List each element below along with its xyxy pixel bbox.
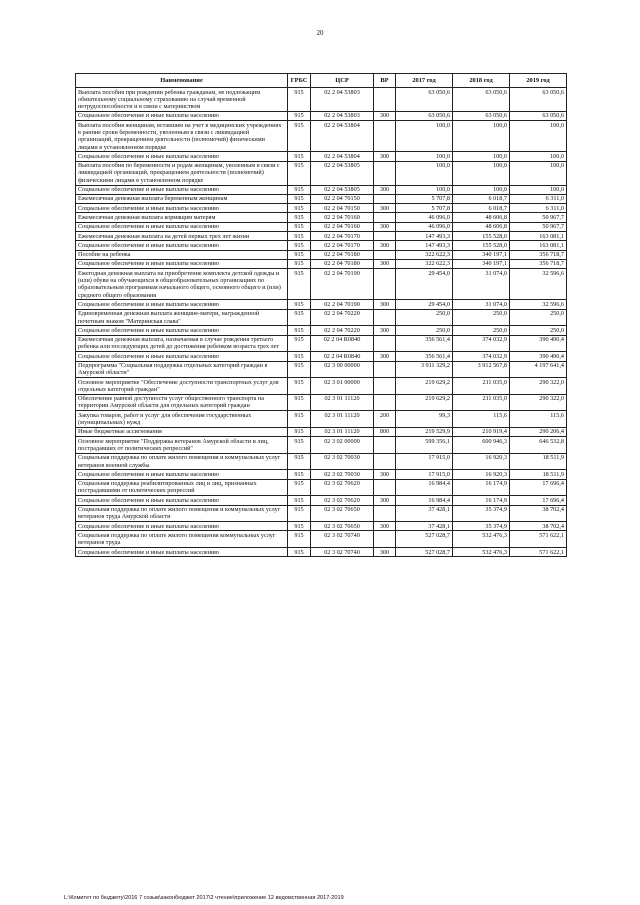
header-grbs: ГРБС — [288, 74, 311, 88]
cell-vr — [374, 505, 396, 522]
cell-csr: 02 2 04 53804 — [311, 152, 374, 161]
cell-2019: 356 718,7 — [510, 259, 567, 268]
cell-2019: 290 322,0 — [510, 394, 567, 411]
cell-csr: 02 2 04 70220 — [311, 326, 374, 335]
cell-2018: 155 528,0 — [453, 232, 510, 241]
cell-2019: 6 311,0 — [510, 204, 567, 213]
table-row — [76, 361, 567, 378]
table-row — [76, 352, 567, 361]
cell-name: Социальная поддержка реабилитированных лиц и лиц, признанных пострадавшими от политических репрессий — [76, 479, 288, 496]
cell-2019: 38 702,4 — [510, 522, 567, 531]
cell-2017: 356 561,4 — [396, 352, 453, 361]
cell-2018: 35 374,9 — [453, 522, 510, 531]
cell-name: Социальное обеспечение и иные выплаты населению — [76, 152, 288, 161]
cell-csr: 02 2 04 70180 — [311, 259, 374, 268]
cell-vr: 300 — [374, 470, 396, 479]
cell-2017: 100,0 — [396, 152, 453, 161]
cell-name: Ежемесячная денежная выплата на детей первых трех лет жизни — [76, 232, 288, 241]
cell-2018: 31 074,0 — [453, 269, 510, 300]
cell-2018: 63 050,6 — [453, 111, 510, 120]
cell-vr — [374, 335, 396, 352]
cell-grbs: 915 — [288, 88, 311, 112]
cell-vr — [374, 453, 396, 470]
budget-table — [75, 73, 567, 557]
cell-2017: 599 356,1 — [396, 437, 453, 454]
cell-2017: 5 707,8 — [396, 194, 453, 203]
table-row — [76, 309, 567, 326]
cell-2019: 646 532,8 — [510, 437, 567, 454]
cell-grbs: 915 — [288, 222, 311, 231]
cell-grbs: 915 — [288, 352, 311, 361]
cell-vr — [374, 479, 396, 496]
cell-name: Социальное обеспечение и иные выплаты населению — [76, 470, 288, 479]
cell-vr — [374, 88, 396, 112]
cell-2017: 46 096,0 — [396, 222, 453, 231]
cell-2019: 38 702,4 — [510, 505, 567, 522]
cell-name: Социальное обеспечение и иные выплаты населению — [76, 185, 288, 194]
cell-2018: 6 018,7 — [453, 194, 510, 203]
cell-2018: 48 606,8 — [453, 222, 510, 231]
cell-vr — [374, 531, 396, 548]
cell-2017: 17 915,0 — [396, 470, 453, 479]
cell-csr: 02 2 04 70160 — [311, 213, 374, 222]
cell-2017: 5 707,8 — [396, 204, 453, 213]
table-row — [76, 427, 567, 436]
cell-vr — [374, 213, 396, 222]
cell-name: Социальное обеспечение и иные выплаты населению — [76, 326, 288, 335]
cell-2019: 356 718,7 — [510, 250, 567, 259]
cell-2017: 29 454,0 — [396, 300, 453, 309]
cell-2017: 46 096,0 — [396, 213, 453, 222]
table-row — [76, 437, 567, 454]
file-path-footer: L:\Комитет по бюджету\2016 7 созыв\законбюджет 2017\2 чтение\приложение 12 ведомственная 2017-2019 — [64, 895, 344, 901]
cell-2017: 250,0 — [396, 309, 453, 326]
cell-2018: 31 074,0 — [453, 300, 510, 309]
cell-2018: 115,6 — [453, 411, 510, 428]
cell-grbs: 915 — [288, 361, 311, 378]
cell-grbs: 915 — [288, 548, 311, 557]
table-row — [76, 204, 567, 213]
cell-grbs: 915 — [288, 437, 311, 454]
cell-2019: 571 622,1 — [510, 531, 567, 548]
cell-grbs: 915 — [288, 531, 311, 548]
cell-2017: 16 984,4 — [396, 496, 453, 505]
cell-csr: 02 3 02 00000 — [311, 437, 374, 454]
cell-name: Основное мероприятие "Поддержка ветеранов Амурской области и лиц, пострадавших от политических репрессий" — [76, 437, 288, 454]
header-2019: 2019 год — [510, 74, 567, 88]
cell-vr — [374, 361, 396, 378]
cell-csr: 02 3 02 70740 — [311, 548, 374, 557]
cell-2019: 32 596,6 — [510, 269, 567, 300]
cell-name: Социальная поддержка по оплате жилого помещения и коммунальных услуг ветеранов военной службы — [76, 453, 288, 470]
cell-2018: 16 174,9 — [453, 496, 510, 505]
cell-2019: 17 696,4 — [510, 496, 567, 505]
table-row — [76, 394, 567, 411]
table-row — [76, 470, 567, 479]
cell-2019: 115,6 — [510, 411, 567, 428]
cell-name: Обеспечение равной доступности услуг общественного транспорта на территории Амурской области для отдельных категорий граждан — [76, 394, 288, 411]
cell-2018: 16 920,3 — [453, 453, 510, 470]
cell-name: Социальное обеспечение и иные выплаты населению — [76, 352, 288, 361]
cell-vr — [374, 269, 396, 300]
cell-2019: 63 050,6 — [510, 111, 567, 120]
cell-name: Социальное обеспечение и иные выплаты населению — [76, 111, 288, 120]
cell-name: Иные бюджетные ассигнования — [76, 427, 288, 436]
cell-grbs: 915 — [288, 161, 311, 185]
cell-name: Выплата пособия по беременности и родам женщинам, уволенным в связи с ликвидацией организаций, прекращением деятельности (полномочий) физическими лицами в установленном порядке — [76, 161, 288, 185]
cell-name: Социальное обеспечение и иные выплаты населению — [76, 259, 288, 268]
cell-2018: 100,0 — [453, 185, 510, 194]
cell-2017: 29 454,0 — [396, 269, 453, 300]
cell-2017: 100,0 — [396, 161, 453, 185]
cell-2018: 250,0 — [453, 309, 510, 326]
cell-csr: 02 3 01 11120 — [311, 411, 374, 428]
cell-2017: 147 493,3 — [396, 232, 453, 241]
cell-2019: 290 322,0 — [510, 378, 567, 395]
cell-2019: 100,0 — [510, 152, 567, 161]
table-row — [76, 335, 567, 352]
table-row — [76, 505, 567, 522]
cell-2017: 219 529,9 — [396, 427, 453, 436]
cell-2018: 6 018,7 — [453, 204, 510, 213]
cell-name: Социальное обеспечение и иные выплаты населению — [76, 204, 288, 213]
table-header-row — [76, 74, 567, 88]
cell-vr: 200 — [374, 411, 396, 428]
cell-grbs: 915 — [288, 479, 311, 496]
cell-vr: 300 — [374, 548, 396, 557]
cell-grbs: 915 — [288, 300, 311, 309]
cell-grbs: 915 — [288, 259, 311, 268]
cell-grbs: 915 — [288, 121, 311, 152]
table-row — [76, 269, 567, 300]
cell-csr: 02 3 01 00000 — [311, 378, 374, 395]
table-row — [76, 496, 567, 505]
cell-csr: 02 2 04 53803 — [311, 111, 374, 120]
table-row — [76, 326, 567, 335]
cell-csr: 02 2 04 53805 — [311, 161, 374, 185]
cell-vr — [374, 121, 396, 152]
cell-vr: 300 — [374, 152, 396, 161]
cell-2019: 100,0 — [510, 185, 567, 194]
cell-name: Основное мероприятие "Обеспечение доступности транспортных услуг для отдельных категорий граждан" — [76, 378, 288, 395]
cell-vr: 800 — [374, 427, 396, 436]
cell-2019: 163 081,1 — [510, 241, 567, 250]
cell-2019: 18 511,9 — [510, 453, 567, 470]
cell-2017: 37 428,1 — [396, 505, 453, 522]
cell-2018: 210 919,4 — [453, 427, 510, 436]
cell-2019: 50 967,7 — [510, 213, 567, 222]
header-2017: 2017 год — [396, 74, 453, 88]
cell-csr: 02 2 04 70170 — [311, 232, 374, 241]
cell-2018: 48 606,8 — [453, 213, 510, 222]
cell-2018: 16 920,3 — [453, 470, 510, 479]
cell-csr: 02 2 04 R0840 — [311, 335, 374, 352]
cell-name: Социальное обеспечение и иные выплаты населению — [76, 300, 288, 309]
table-row — [76, 300, 567, 309]
cell-csr: 02 2 04 70190 — [311, 300, 374, 309]
cell-2017: 17 915,0 — [396, 453, 453, 470]
cell-2018: 340 197,1 — [453, 250, 510, 259]
cell-2019: 250,0 — [510, 326, 567, 335]
cell-2018: 532 476,3 — [453, 548, 510, 557]
cell-2017: 100,0 — [396, 185, 453, 194]
cell-2017: 3 911 329,2 — [396, 361, 453, 378]
cell-csr: 02 2 04 53805 — [311, 185, 374, 194]
cell-2019: 17 696,4 — [510, 479, 567, 496]
table-row — [76, 121, 567, 152]
cell-2018: 600 946,3 — [453, 437, 510, 454]
cell-grbs: 915 — [288, 496, 311, 505]
cell-vr — [374, 161, 396, 185]
cell-2017: 219 629,2 — [396, 394, 453, 411]
cell-vr: 300 — [374, 326, 396, 335]
cell-2019: 50 967,7 — [510, 222, 567, 231]
cell-2019: 163 081,1 — [510, 232, 567, 241]
cell-csr: 02 2 04 R0840 — [311, 352, 374, 361]
cell-2019: 250,0 — [510, 309, 567, 326]
table-row — [76, 259, 567, 268]
cell-vr — [374, 394, 396, 411]
cell-2018: 340 197,1 — [453, 259, 510, 268]
table-row — [76, 222, 567, 231]
cell-csr: 02 3 02 70740 — [311, 531, 374, 548]
table-row — [76, 531, 567, 548]
cell-2018: 155 528,0 — [453, 241, 510, 250]
cell-2017: 219 629,2 — [396, 378, 453, 395]
cell-name: Закупка товаров, работ и услуг для обеспечения государственных (муниципальных) нужд — [76, 411, 288, 428]
cell-grbs: 915 — [288, 378, 311, 395]
cell-csr: 02 3 02 70030 — [311, 453, 374, 470]
cell-2019: 290 206,4 — [510, 427, 567, 436]
cell-2019: 63 050,6 — [510, 88, 567, 112]
cell-2017: 527 028,7 — [396, 548, 453, 557]
cell-vr — [374, 309, 396, 326]
cell-grbs: 915 — [288, 326, 311, 335]
cell-csr: 02 2 04 70190 — [311, 269, 374, 300]
cell-grbs: 915 — [288, 522, 311, 531]
cell-name: Единовременная денежная выплата женщине-матери, награжденной почетным знаком "Материнская слава" — [76, 309, 288, 326]
cell-vr: 300 — [374, 259, 396, 268]
cell-csr: 02 2 04 70180 — [311, 250, 374, 259]
cell-2019: 4 197 641,4 — [510, 361, 567, 378]
cell-2019: 390 490,4 — [510, 352, 567, 361]
cell-name: Подпрограмма "Социальная поддержка отдельных категорий граждан в Амурской области" — [76, 361, 288, 378]
cell-vr — [374, 232, 396, 241]
cell-grbs: 915 — [288, 250, 311, 259]
cell-2017: 250,0 — [396, 326, 453, 335]
table-row — [76, 194, 567, 203]
cell-2018: 250,0 — [453, 326, 510, 335]
cell-csr: 02 2 04 70170 — [311, 241, 374, 250]
table-row — [76, 522, 567, 531]
table-row — [76, 250, 567, 259]
cell-name: Выплата пособия при рождении ребенка гражданам, не подлежащим обязательному социальному страхованию на случай временной нетрудоспособности и в связи с материнством — [76, 88, 288, 112]
cell-csr: 02 2 04 70150 — [311, 194, 374, 203]
cell-csr: 02 3 02 70030 — [311, 470, 374, 479]
cell-vr: 300 — [374, 300, 396, 309]
cell-grbs: 915 — [288, 453, 311, 470]
cell-csr: 02 3 01 11120 — [311, 394, 374, 411]
table-row — [76, 378, 567, 395]
cell-2019: 6 311,0 — [510, 194, 567, 203]
cell-grbs: 915 — [288, 309, 311, 326]
cell-vr: 300 — [374, 204, 396, 213]
cell-grbs: 915 — [288, 152, 311, 161]
table-row — [76, 411, 567, 428]
cell-2019: 100,0 — [510, 161, 567, 185]
cell-grbs: 915 — [288, 411, 311, 428]
cell-grbs: 915 — [288, 335, 311, 352]
cell-csr: 02 2 04 53804 — [311, 121, 374, 152]
cell-2018: 35 374,9 — [453, 505, 510, 522]
cell-grbs: 915 — [288, 232, 311, 241]
cell-2017: 16 984,4 — [396, 479, 453, 496]
cell-name: Социальная поддержка по оплате жилого помещения коммунальных услуг ветеранов труда — [76, 531, 288, 548]
cell-2019: 571 622,1 — [510, 548, 567, 557]
cell-grbs: 915 — [288, 213, 311, 222]
cell-grbs: 915 — [288, 204, 311, 213]
cell-2018: 16 174,9 — [453, 479, 510, 496]
cell-2017: 63 050,6 — [396, 111, 453, 120]
cell-name: Пособие на ребенка — [76, 250, 288, 259]
cell-2018: 100,0 — [453, 161, 510, 185]
cell-name: Выплата пособия женщинам, вставшим на учет в медицинских учреждениях в ранние сроки беременности, уволенным в связи с ликвидацией организаций, прекращением деятельности (полномочий) физическими лицами в установленном порядке — [76, 121, 288, 152]
cell-2018: 100,0 — [453, 121, 510, 152]
table-row — [76, 241, 567, 250]
header-name: Наименование — [76, 74, 288, 88]
cell-name: Социальное обеспечение и иные выплаты населению — [76, 222, 288, 231]
cell-grbs: 915 — [288, 111, 311, 120]
cell-csr: 02 2 04 70150 — [311, 204, 374, 213]
cell-2017: 100,0 — [396, 121, 453, 152]
cell-grbs: 915 — [288, 470, 311, 479]
cell-vr: 300 — [374, 222, 396, 231]
table-body — [76, 88, 567, 557]
table-row — [76, 479, 567, 496]
cell-name: Ежемесячная денежная выплата, назначаемая в случае рождения третьего ребенка или последующих детей до достижения ребенком возраста трех лет — [76, 335, 288, 352]
cell-vr — [374, 250, 396, 259]
cell-csr: 02 2 04 70160 — [311, 222, 374, 231]
cell-2018: 211 035,0 — [453, 378, 510, 395]
cell-2018: 374 032,9 — [453, 335, 510, 352]
table-row — [76, 161, 567, 185]
cell-2019: 18 511,9 — [510, 470, 567, 479]
cell-vr — [374, 194, 396, 203]
cell-2019: 390 490,4 — [510, 335, 567, 352]
cell-vr: 300 — [374, 241, 396, 250]
cell-2017: 63 050,6 — [396, 88, 453, 112]
cell-csr: 02 3 02 70650 — [311, 522, 374, 531]
cell-csr: 02 3 02 70650 — [311, 505, 374, 522]
cell-csr: 02 3 01 11120 — [311, 427, 374, 436]
cell-2018: 374 032,9 — [453, 352, 510, 361]
header-csr: ЦСР — [311, 74, 374, 88]
cell-grbs: 915 — [288, 269, 311, 300]
cell-name: Социальное обеспечение и иные выплаты населению — [76, 522, 288, 531]
table-row — [76, 88, 567, 112]
cell-vr: 300 — [374, 496, 396, 505]
cell-2019: 100,0 — [510, 121, 567, 152]
table-row — [76, 213, 567, 222]
cell-vr: 300 — [374, 185, 396, 194]
cell-csr: 02 2 04 70220 — [311, 309, 374, 326]
table-row — [76, 232, 567, 241]
cell-name: Социальное обеспечение и иные выплаты населению — [76, 496, 288, 505]
cell-2017: 322 622,3 — [396, 250, 453, 259]
cell-vr: 300 — [374, 111, 396, 120]
cell-vr — [374, 378, 396, 395]
cell-grbs: 915 — [288, 394, 311, 411]
cell-csr: 02 2 04 53803 — [311, 88, 374, 112]
cell-name: Социальная поддержка по оплате жилого помещения и коммунальных услуг ветеранов труда Амурской области — [76, 505, 288, 522]
cell-2018: 3 912 567,8 — [453, 361, 510, 378]
cell-2017: 356 561,4 — [396, 335, 453, 352]
cell-name: Социальное обеспечение и иные выплаты населению — [76, 241, 288, 250]
cell-vr: 300 — [374, 522, 396, 531]
cell-2018: 63 050,6 — [453, 88, 510, 112]
cell-2017: 99,3 — [396, 411, 453, 428]
cell-grbs: 915 — [288, 185, 311, 194]
cell-grbs: 915 — [288, 194, 311, 203]
cell-vr: 300 — [374, 352, 396, 361]
cell-grbs: 915 — [288, 427, 311, 436]
cell-grbs: 915 — [288, 241, 311, 250]
cell-vr — [374, 437, 396, 454]
cell-name: Ежемесячная денежная выплата беременным женщинам — [76, 194, 288, 203]
cell-csr: 02 3 02 70620 — [311, 479, 374, 496]
page-number: 20 — [316, 29, 324, 37]
cell-2017: 527 028,7 — [396, 531, 453, 548]
header-vr: ВР — [374, 74, 396, 88]
cell-2018: 211 035,0 — [453, 394, 510, 411]
cell-2017: 37 428,1 — [396, 522, 453, 531]
cell-2017: 147 493,3 — [396, 241, 453, 250]
table-row — [76, 111, 567, 120]
table-row — [76, 453, 567, 470]
cell-2017: 322 622,3 — [396, 259, 453, 268]
cell-name: Ежегодная денежная выплата на приобретение комплекта детской одежды и (или) обуви на обучающихся в общеобразовательных организациях по образовательным программам начального общего, основного общего и (или) среднего общего образования — [76, 269, 288, 300]
table-row — [76, 152, 567, 161]
cell-grbs: 915 — [288, 505, 311, 522]
cell-csr: 02 3 00 00000 — [311, 361, 374, 378]
cell-name: Ежемесячная денежная выплата кормящим матерям — [76, 213, 288, 222]
cell-2018: 100,0 — [453, 152, 510, 161]
cell-csr: 02 3 02 70620 — [311, 496, 374, 505]
header-2018: 2018 год — [453, 74, 510, 88]
cell-name: Социальное обеспечение и иные выплаты населению — [76, 548, 288, 557]
table-row — [76, 185, 567, 194]
table-row — [76, 548, 567, 557]
cell-2018: 532 476,3 — [453, 531, 510, 548]
cell-2019: 32 596,6 — [510, 300, 567, 309]
